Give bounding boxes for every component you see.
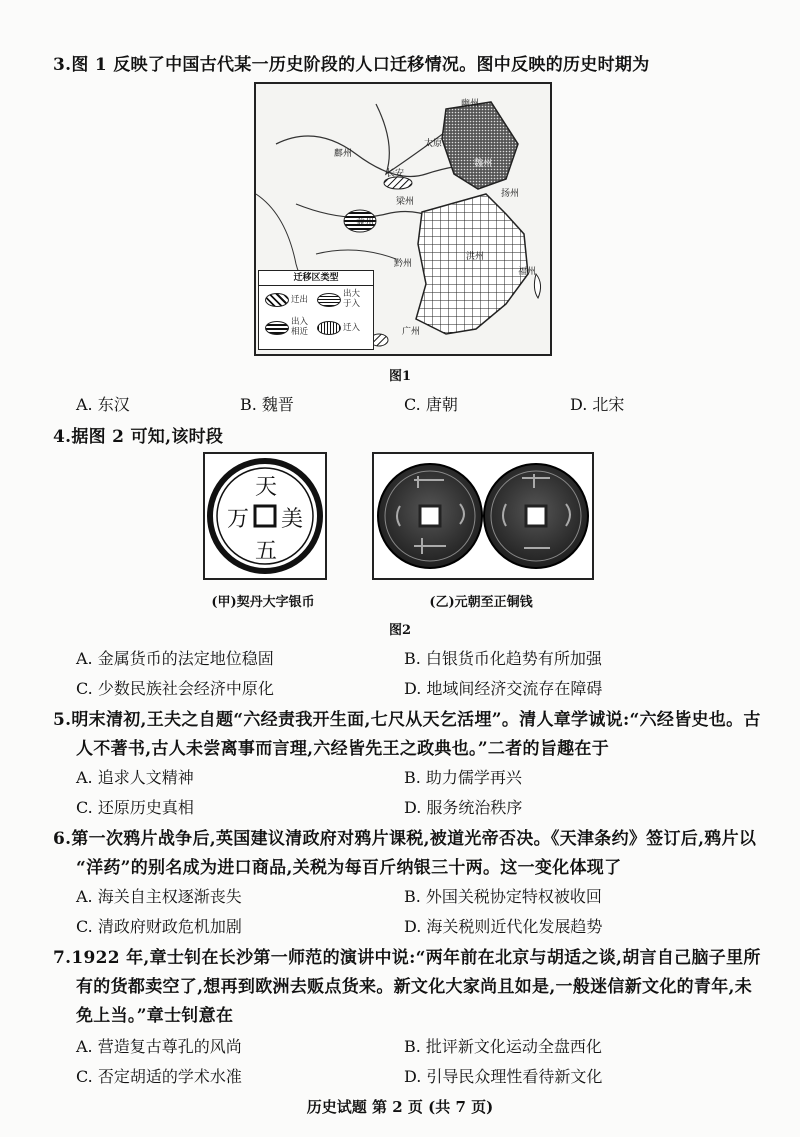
q5-stem-line-2: 人不著书,古人未尝离事而言理,六经皆先王之政典也。”二者的旨趣在于 — [76, 739, 610, 759]
place-label: 广州 — [402, 327, 421, 337]
q3-option-d[interactable]: D. 北宋 — [570, 395, 625, 414]
place-label: 益州 — [356, 218, 375, 228]
q4-stem: 4.据图 2 可知,该时段 — [53, 427, 224, 447]
q7-option-d[interactable]: D. 引导民众理性看待新文化 — [404, 1067, 603, 1086]
place-label: 幽州 — [461, 99, 480, 109]
q4-option-d[interactable]: D. 地域间经济交流存在障碍 — [404, 679, 603, 698]
coin-yi-caption: (乙)元朝至正铜钱 — [429, 595, 533, 610]
q3-stem: 3.图 1 反映了中国古代某一历史阶段的人口迁移情况。图中反映的历史时期为 — [53, 55, 650, 75]
q6-option-a[interactable]: A. 海关自主权逐渐丧失 — [76, 887, 242, 906]
q6-stem-line-2: “洋药”的别名成为进口商品,关税为每百斤纳银三十两。这一变化体现了 — [76, 858, 622, 878]
place-label: 扬州 — [501, 189, 520, 199]
q7-option-b[interactable]: B. 批评新文化运动全盘西化 — [404, 1037, 602, 1056]
coin-jia-caption: (甲)契丹大字银币 — [211, 595, 315, 610]
q4-option-a[interactable]: A. 金属货币的法定地位稳固 — [76, 649, 274, 668]
q3-option-b[interactable]: B. 魏晋 — [240, 395, 294, 414]
legend-title: 迁移区类型 — [259, 271, 373, 286]
q5-option-a[interactable]: A. 追求人文精神 — [76, 768, 194, 787]
map-legend — [258, 270, 374, 350]
coin-jia-right-char: 美 — [281, 507, 304, 532]
q7-option-a[interactable]: A. 营造复古尊孔的风尚 — [76, 1037, 242, 1056]
q6-option-c[interactable]: C. 清政府财政危机加剧 — [76, 917, 242, 936]
legend-swatch-in — [317, 321, 341, 335]
place-label: 魏州 — [474, 159, 493, 169]
q3-option-c[interactable]: C. 唐朝 — [404, 395, 458, 414]
page-footer: 历史试题 第 2 页 (共 7 页) — [306, 1098, 494, 1116]
coin-yi-frame — [372, 452, 594, 580]
q6-option-b[interactable]: B. 外国关税协定特权被收回 — [404, 887, 602, 906]
q7-stem-line-1: 7.1922 年,章士钊在长沙第一师范的演讲中说:“两年前在北京与胡适之谈,胡言自己脑子里所 — [53, 948, 761, 968]
q6-stem-line-1: 6.第一次鸦片战争后,英国建议清政府对鸦片课税,被道光帝否决。《天津条约》签订后,鸦片以 — [53, 829, 757, 849]
q3-option-a[interactable]: A. 东汉 — [76, 395, 130, 414]
figure-1-caption: 图1 — [388, 369, 412, 384]
coin-jia-left-char: 万 — [227, 507, 250, 532]
q5-option-b[interactable]: B. 助力儒学再兴 — [404, 768, 522, 787]
legend-label: 出大于入 — [343, 289, 361, 309]
place-label: 梁州 — [396, 197, 415, 207]
q7-stem-line-2: 有的货都卖空了,想再到欧洲去贩点货来。新文化大家尚且如是,一般迷信新文化的青年,未 — [76, 977, 753, 997]
q7-option-c[interactable]: C. 否定胡适的学术水准 — [76, 1067, 242, 1086]
place-label: 太原 — [424, 139, 443, 149]
q7-stem-line-3: 免上当。”章士钊意在 — [76, 1006, 234, 1026]
legend-swatch-balanced — [265, 321, 289, 335]
q4-option-b[interactable]: B. 白银货币化趋势有所加强 — [404, 649, 602, 668]
coin-jia-bottom-char: 五 — [255, 539, 278, 564]
legend-swatch-out — [265, 293, 289, 307]
q6-option-d[interactable]: D. 海关税则近代化发展趋势 — [404, 917, 603, 936]
q5-option-c[interactable]: C. 还原历史真相 — [76, 798, 194, 817]
place-label: 福州 — [518, 267, 537, 277]
q4-option-c[interactable]: C. 少数民族社会经济中原化 — [76, 679, 274, 698]
legend-label: 出入相近 — [291, 317, 309, 337]
coin-jia-top-char: 天 — [255, 475, 278, 500]
legend-label: 迁入 — [343, 323, 361, 333]
population-migration-map — [254, 82, 552, 356]
place-label: 洪州 — [466, 252, 485, 262]
place-label: 鄜州 — [334, 149, 353, 159]
place-label: 黔州 — [394, 259, 413, 269]
place-label: 长安 — [386, 169, 405, 179]
legend-label: 迁出 — [291, 295, 309, 305]
q5-option-d[interactable]: D. 服务统治秩序 — [404, 798, 523, 817]
q5-stem-line-1: 5.明末清初,王夫之自题“六经责我开生面,七尺从天乞活埋”。清人章学诚说:“六经皆史也。古 — [53, 710, 761, 730]
legend-swatch-out-more — [317, 293, 341, 307]
coin-jia-frame — [203, 452, 327, 580]
figure-2-caption: 图2 — [388, 623, 412, 638]
coin-yi-drawing — [374, 454, 592, 578]
